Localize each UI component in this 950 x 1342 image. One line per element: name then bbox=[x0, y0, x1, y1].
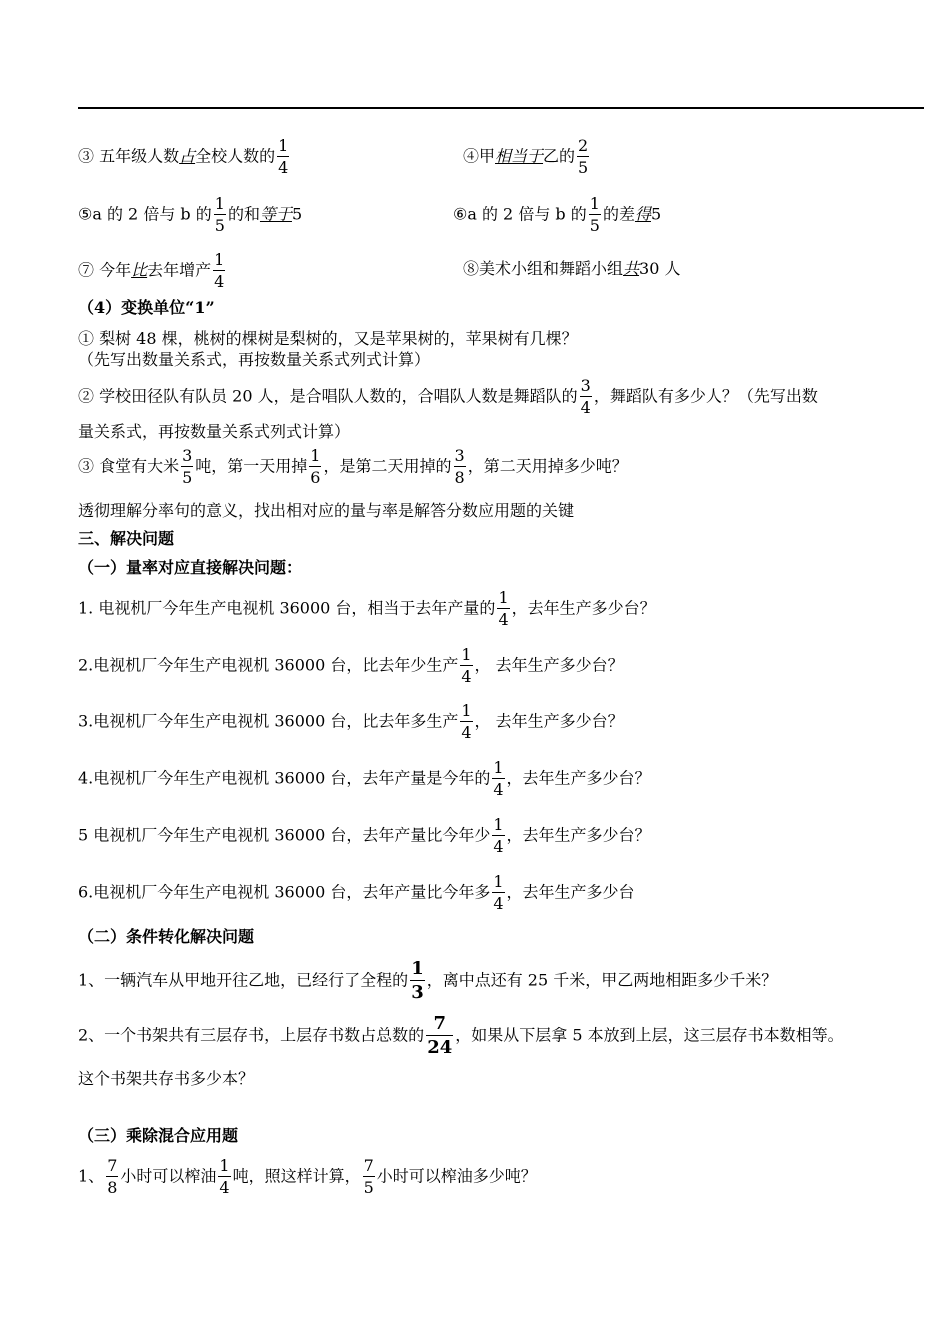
fraction: $\frac{3}{5}$ bbox=[182, 446, 193, 487]
summary-text: 透彻理解分率句的意义，找出相对应的量与率是解答分数应用题的关键 bbox=[78, 501, 575, 520]
problem-1: 1. 电视机厂今年生产电视机 36000 台，相当于去年产量的 $\frac{1}{4}$ ，去年生产多少台？ bbox=[78, 588, 656, 629]
text: 5 bbox=[291, 204, 303, 224]
fraction: $\frac{1}{6}$ bbox=[310, 446, 321, 487]
keyword: 相当于 bbox=[495, 146, 544, 166]
text: ③ 五年级人数 bbox=[78, 146, 180, 166]
fraction: $\frac{1}{5}$ bbox=[589, 194, 600, 235]
comparison-4 bbox=[463, 138, 591, 176]
fraction: $\frac{1}{4}$ bbox=[493, 815, 504, 856]
unit-q2 bbox=[78, 378, 818, 416]
sub1-heading: （一）量率对应直接解决问题： bbox=[78, 558, 303, 577]
fraction: $\frac{1}{4}$ bbox=[493, 872, 504, 913]
keyword: 比 bbox=[131, 260, 148, 280]
fraction: $\frac{1}{4}$ bbox=[214, 250, 225, 291]
transform-2: 2、一个书架共有三层存书，上层存书数占总数的 $\frac{7}{24}$ ，如果从下层拿 5 本放到上层，这三层存书本数相等。 bbox=[78, 1013, 844, 1058]
text: ，舞蹈队有多少人？（先写出数 bbox=[593, 386, 818, 406]
transform-1: 1、一辆汽车从甲地开往乙地，已经行了全程的 $\frac{1}{3}$ ，离中点还有 25 千米，甲乙两地相距多少千米？ bbox=[78, 958, 778, 1003]
fraction: $\frac{7}{24}$ bbox=[427, 1013, 453, 1058]
keyword: 共 bbox=[623, 259, 640, 278]
fraction: $\frac{7}{8}$ bbox=[107, 1156, 118, 1197]
text: 5 bbox=[650, 204, 662, 224]
text: 乙的 bbox=[543, 146, 576, 166]
mixed-1: 1、 $\frac{7}{8}$ 小时可以榨油 $\frac{1}{4}$ 吨，照这样计算， $\frac{7}{5}$ 小时可以榨油多少吨？ bbox=[78, 1156, 537, 1197]
text: ⑧美术小组和舞蹈小组 bbox=[463, 259, 624, 278]
text: 30 人 bbox=[639, 259, 681, 278]
unit-q1-line1: ① 梨树 48 棵，桃树的棵树是梨树的，又是苹果树的，苹果树有几棵？ bbox=[78, 329, 578, 348]
unit-heading: （4）变换单位“1” bbox=[78, 298, 215, 317]
header-rule bbox=[78, 107, 924, 109]
comparison-8 bbox=[463, 261, 680, 277]
fraction: $\frac{3}{4}$ bbox=[580, 376, 591, 417]
fraction: $\frac{1}{4}$ bbox=[219, 1156, 230, 1197]
text: 去年增产 bbox=[147, 260, 212, 280]
fraction: $\frac{7}{5}$ bbox=[363, 1156, 374, 1197]
fraction: $\frac{1}{4}$ bbox=[278, 136, 289, 177]
problem-6: 6.电视机厂今年生产电视机 36000 台，去年产量比今年多 $\frac{1}{4}$ ，去年生产多少台 bbox=[78, 872, 635, 913]
text: 的差 bbox=[602, 204, 635, 224]
keyword: 等于 bbox=[259, 204, 292, 224]
sub2-heading: （二）条件转化解决问题 bbox=[78, 927, 255, 946]
problem-5: 5 电视机厂今年生产电视机 36000 台，去年产量比今年少 $\frac{1}{4}$ ，去年生产多少台？ bbox=[78, 815, 651, 856]
text: ② 学校田径队有队员 20 人，是合唱队人数的，合唱队人数是舞蹈队的 bbox=[78, 386, 578, 406]
section3-heading: 三、解决问题 bbox=[78, 529, 175, 548]
text: 全校人数的 bbox=[195, 146, 276, 166]
comparison-5 bbox=[78, 196, 302, 234]
fraction: $\frac{1}{4}$ bbox=[461, 645, 472, 686]
comparison-6 bbox=[453, 196, 661, 234]
text: 的和 bbox=[227, 204, 260, 224]
unit-q1-line2: （先写出数量关系式，再按数量关系式列式计算） bbox=[78, 350, 431, 369]
fraction: $\frac{1}{5}$ bbox=[214, 194, 225, 235]
problem-4: 4.电视机厂今年生产电视机 36000 台，去年产量是今年的 $\frac{1}{4}$ ，去年生产多少台？ bbox=[78, 758, 651, 799]
text: ④甲 bbox=[463, 146, 496, 166]
comparison-3 bbox=[78, 138, 291, 176]
text: ⑤a 的 2 倍与 b 的 bbox=[78, 204, 212, 224]
fraction: $\frac{3}{8}$ bbox=[454, 446, 465, 487]
unit-q3: ③ 食堂有大米 $\frac{3}{5}$ 吨，第一天用掉 $\frac{1}{6}$ ，是第二天用掉的 $\frac{3}{8}$ ，第二天用掉多少吨？ bbox=[78, 446, 628, 487]
unit-q2-line2: 量关系式，再按数量关系式列式计算） bbox=[78, 422, 351, 441]
fraction: $\frac{1}{4}$ bbox=[493, 758, 504, 799]
text: ⑦ 今年 bbox=[78, 260, 132, 280]
comparison-7 bbox=[78, 252, 227, 290]
problem-2: 2.电视机厂今年生产电视机 36000 台，比去年少生产 $\frac{1}{4}$ ， 去年生产多少台？ bbox=[78, 645, 624, 686]
text: ⑥a 的 2 倍与 b 的 bbox=[453, 204, 587, 224]
fraction: $\frac{1}{4}$ bbox=[498, 588, 509, 629]
problem-3: 3.电视机厂今年生产电视机 36000 台，比去年多生产 $\frac{1}{4}$ ， 去年生产多少台？ bbox=[78, 701, 624, 742]
fraction: $\frac{1}{4}$ bbox=[461, 701, 472, 742]
keyword: 占 bbox=[179, 146, 196, 166]
sub3-heading: （三）乘除混合应用题 bbox=[78, 1126, 239, 1145]
fraction: $\frac{1}{3}$ bbox=[411, 958, 424, 1003]
transform-2-line2: 这个书架共存书多少本？ bbox=[78, 1069, 255, 1088]
keyword: 得 bbox=[634, 204, 651, 224]
fraction: $\frac{2}{5}$ bbox=[578, 136, 589, 177]
